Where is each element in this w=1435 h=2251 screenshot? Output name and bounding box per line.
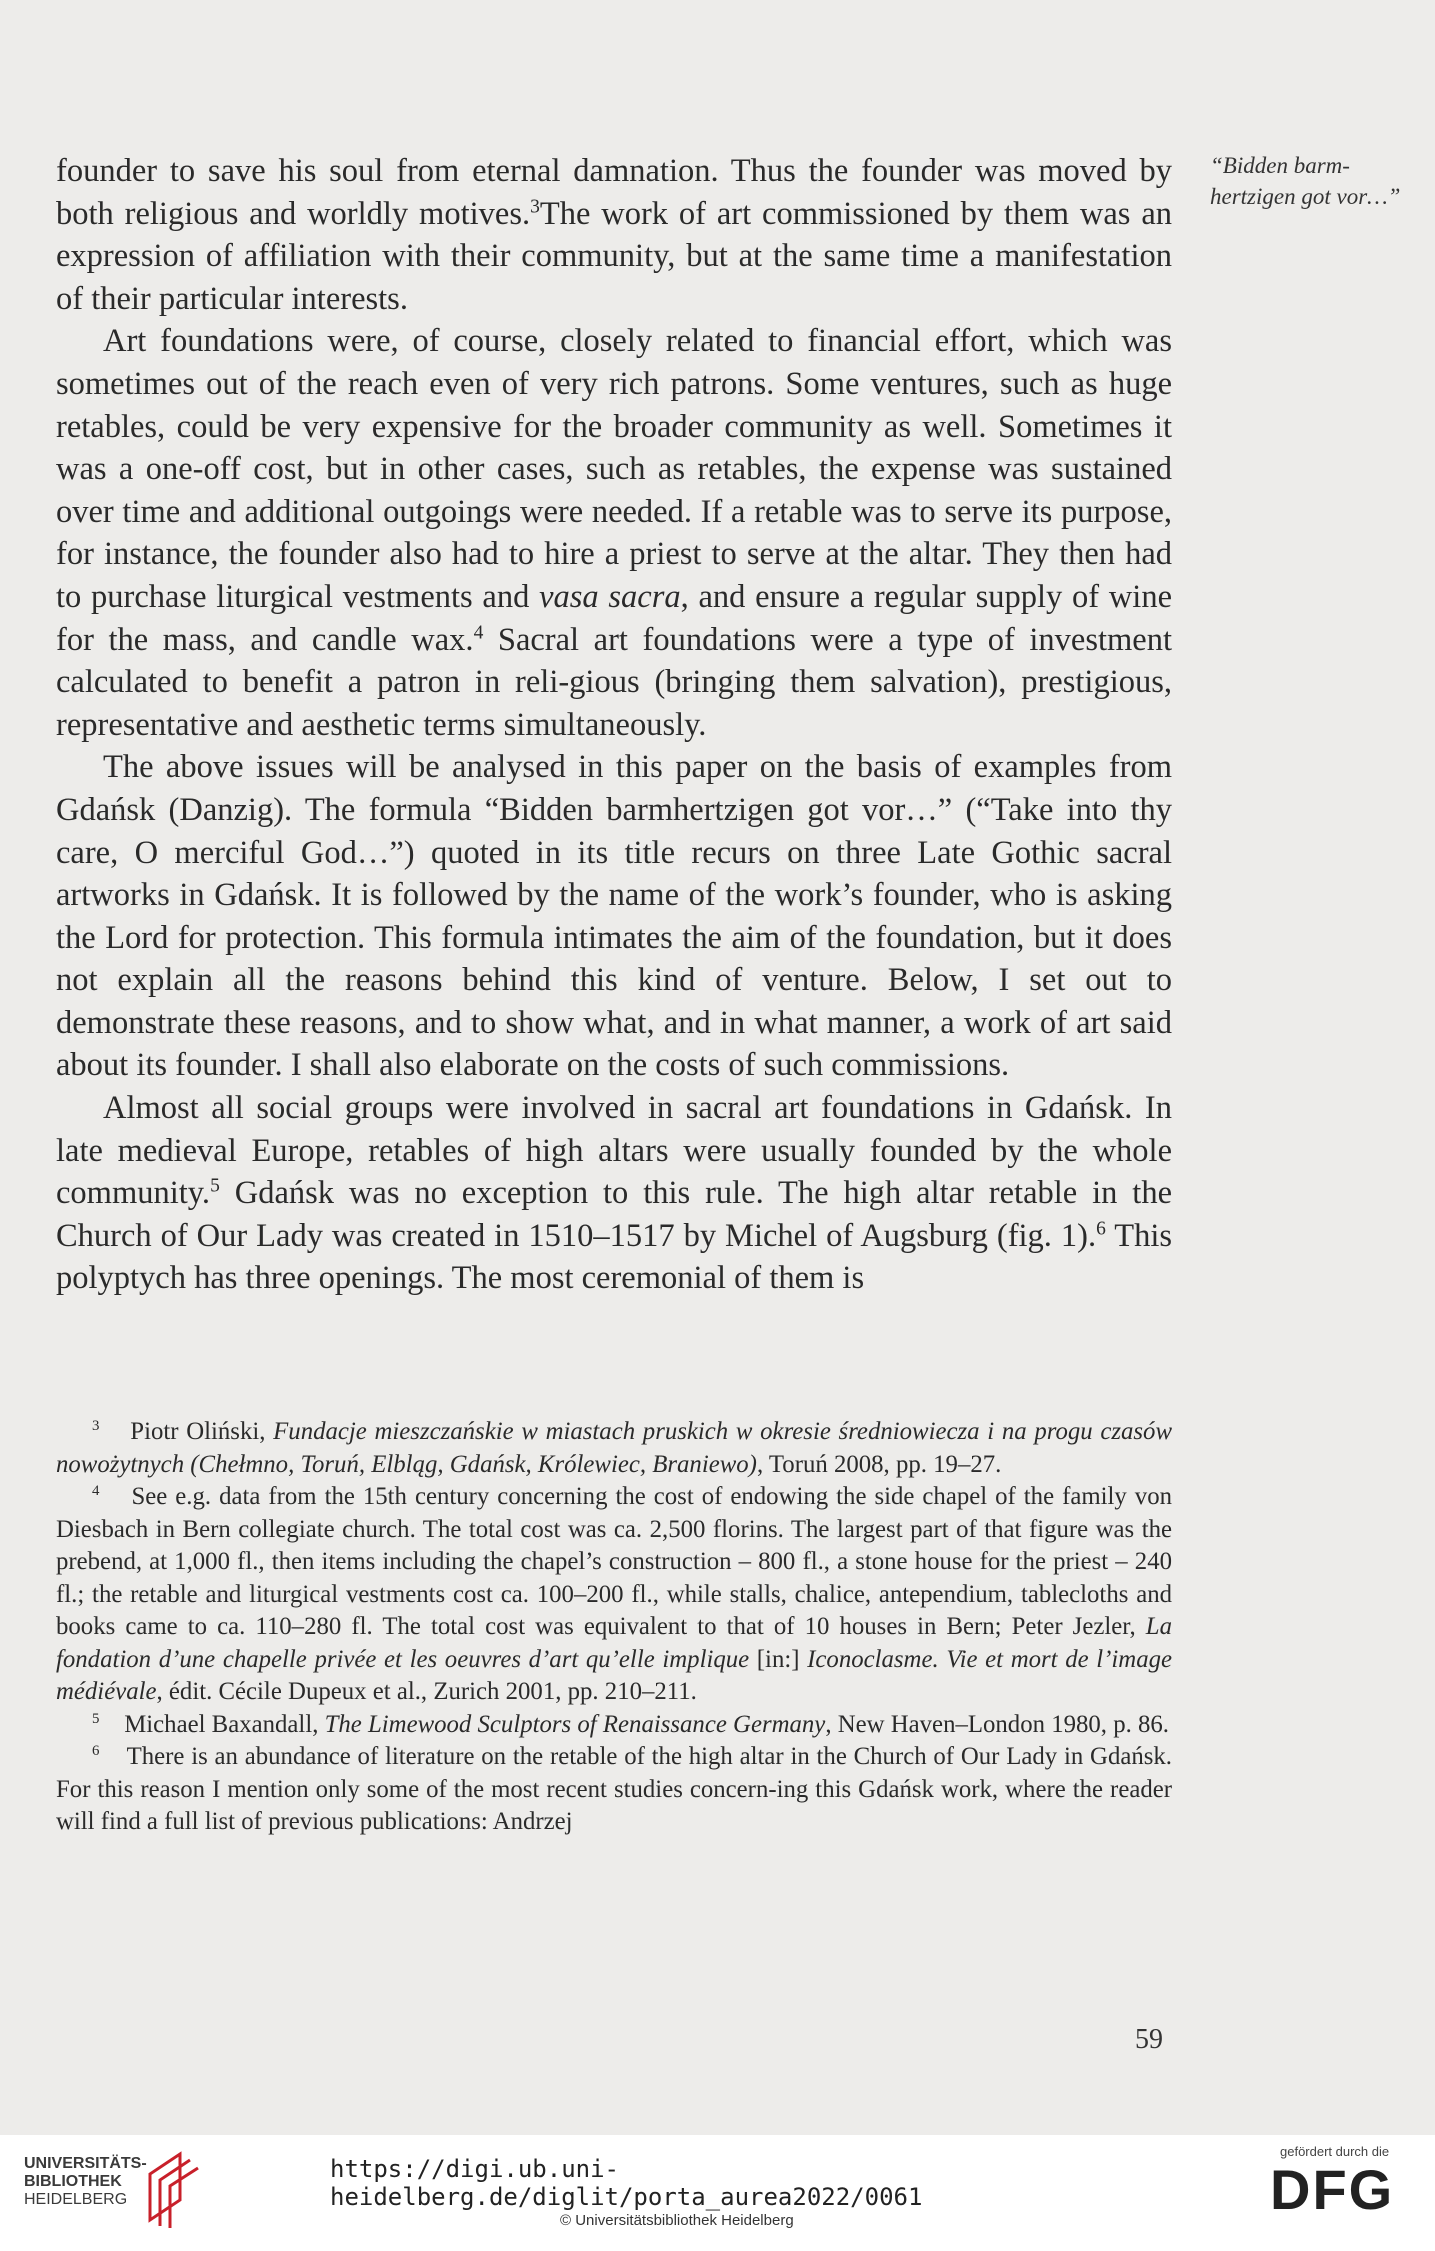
text-run: The above issues will be analysed in this paper on the basis of examples from Gdańsk (Danzig). The formula “Bidden barmhertzigen got vor…” (“Take into thy care, O merciful God…”) quoted in its title recurs on three Late Gothic sacral artworks in Gdańsk. It is followed by the name of the work’s founder, who is asking the Lord for protection. This formula intimates the aim of the foundation, but it does not explain all the reasons behind this kind of venture. Below, I set out to demonstrate these reasons, and to show what, and in what manner, a work of art said about its founder. I shall also elaborate on the costs of such commissions. — [56, 749, 1172, 1084]
library-line: BIBLIOTHEK — [24, 2173, 122, 2190]
footnote-number: 5 — [92, 1710, 100, 1727]
footnote-ref-3[interactable]: 3 — [530, 195, 540, 217]
text-run: Almost all social groups were involved in sacral art foundations in Gdańsk. In late medieval Europe, retables of high altars were usually founded by the whole community. — [56, 1090, 1172, 1212]
library-logo-icon — [140, 2150, 204, 2230]
footnote-ref-6[interactable]: 6 — [1096, 1218, 1106, 1240]
footnote-ref-5[interactable]: 5 — [210, 1175, 220, 1197]
footnote-author: Piotr Oliński, — [130, 1418, 274, 1445]
margin-note: “Bidden barm-hertzigen got vor…” — [1210, 153, 1401, 209]
footnote-text: See e.g. data from the 15th century concerning the cost of endowing the side chapel of the family von Diesbach in Bern collegiate church. The total cost was ca. 2,500 florins. The largest part of that figure was the prebend, at 1,000 fl., then items including the chapel’s construction – 800 fl., a stone house for the priest – 240 fl.; the retable and liturgical vestments cost ca. 100–200 fl., while stalls, chalice, antependium, tablecloths and books came to ca. 110–280 fl. The total cost was equivalent to that of 10 houses in Bern; Peter Jezler, — [56, 1483, 1172, 1640]
dfg-label: gefördert durch die — [1280, 2144, 1390, 2159]
text-run: Sacral art foundations were a type of investment calculated to benefit a patron in reli-gious (bringing them salvation), prestigious, representative and aesthetic terms simultaneously. — [56, 621, 1172, 743]
library-name — [24, 2155, 147, 2209]
footnote-mid: [in:] — [749, 1645, 808, 1673]
footnote-rest: , Toruń 2008, pp. 19–27. — [756, 1450, 1002, 1478]
text-run: Gdańsk was no exception to this rule. The high altar retable in the Church of Our Lady was created in 1510–1517 by Michel of Augsburg (fig. 1). — [56, 1175, 1172, 1254]
library-line: HEIDELBERG — [24, 2191, 128, 2208]
footnote-rest: , New Haven–London 1980, p. 86. — [825, 1710, 1169, 1738]
copyright-text: © Universitätsbibliothek Heidelberg — [560, 2212, 794, 2229]
footnote-4 — [56, 1481, 1172, 1709]
text-run: founder to save his soul from eternal damnation. Thus the founder was moved by both religious and worldly motives. — [56, 153, 1172, 232]
text-run: , and ensure a regular supply of wine for the mass, and candle wax. — [56, 578, 1173, 658]
footnote-title: Fundacje mieszczańskie w miastach pruskich w okresie średniowiecza i na progu czasów nowożytnych (Chełmno, Toruń, Elbląg, Gdańsk, Królewiec, Braniewo) — [56, 1418, 1172, 1478]
footnote-title: The Limewood Sculptors of Renaissance Germany — [324, 1710, 826, 1738]
dfg-logo: DFG — [1270, 2158, 1395, 2221]
footnote-title: Iconoclasme. Vie et mort de l’image médiévale — [56, 1645, 1173, 1705]
paragraph-1 — [56, 150, 1172, 320]
footnote-author: Michael Baxandall, — [124, 1710, 325, 1738]
footnote-5 — [56, 1709, 1172, 1742]
footnote-title: La fondation d’une chapelle privée et les oeuvres d’art qu’elle implique — [56, 1613, 1172, 1673]
footnote-number: 4 — [92, 1483, 100, 1500]
italic-term: vasa sacra — [539, 578, 681, 615]
footnote-rest: , édit. Cécile Dupeux et al., Zurich 2001, pp. 210–211. — [156, 1678, 697, 1705]
footnote-text: There is an abundance of literature on the retable of the high altar in the Church of Our Lady in Gdańsk. For this reason I mention only some of the most recent studies concern-ing this Gdańsk work, where the reader will find a full list of previous publications: Andrzej — [56, 1743, 1172, 1835]
body-text — [56, 150, 1172, 1300]
footnote-number: 3 — [92, 1418, 100, 1435]
text-run: Art foundations were, of course, closely related to financial effort, which was sometimes out of the reach even of very rich patrons. Some ventures, such as huge retables, could be very expensive for the broader community as well. Sometimes it was a one-off cost, but in other cases, such as retables, the expense was sustained over time and additional outgoings were needed. If a retable was to serve its purpose, for instance, the founder also had to hire a priest to serve at the altar. They then had to purchase liturgical vestments and — [56, 323, 1172, 615]
paragraph-4 — [56, 1087, 1172, 1300]
page-number: 59 — [1135, 2024, 1163, 2055]
footnote-3 — [56, 1416, 1172, 1481]
footnotes — [56, 1416, 1172, 1839]
footnote-ref-4[interactable]: 4 — [473, 621, 484, 643]
text-run: The work of art commissioned by them was an expression of affiliation with their community, but at the same time a manifestation of their particular interests. — [56, 195, 1173, 317]
paragraph-2 — [56, 320, 1172, 746]
footnote-number: 6 — [92, 1743, 100, 1760]
permalink-url[interactable]: https://digi.ub.uni-heidelberg.de/diglit/porta_aurea2022/0061 — [330, 2155, 923, 2211]
library-line: UNIVERSITÄTS- — [24, 2155, 147, 2172]
footnote-6 — [56, 1741, 1172, 1839]
paragraph-3 — [56, 746, 1172, 1087]
text-run: This polyptych has three openings. The most ceremonial of them is — [56, 1217, 1172, 1297]
